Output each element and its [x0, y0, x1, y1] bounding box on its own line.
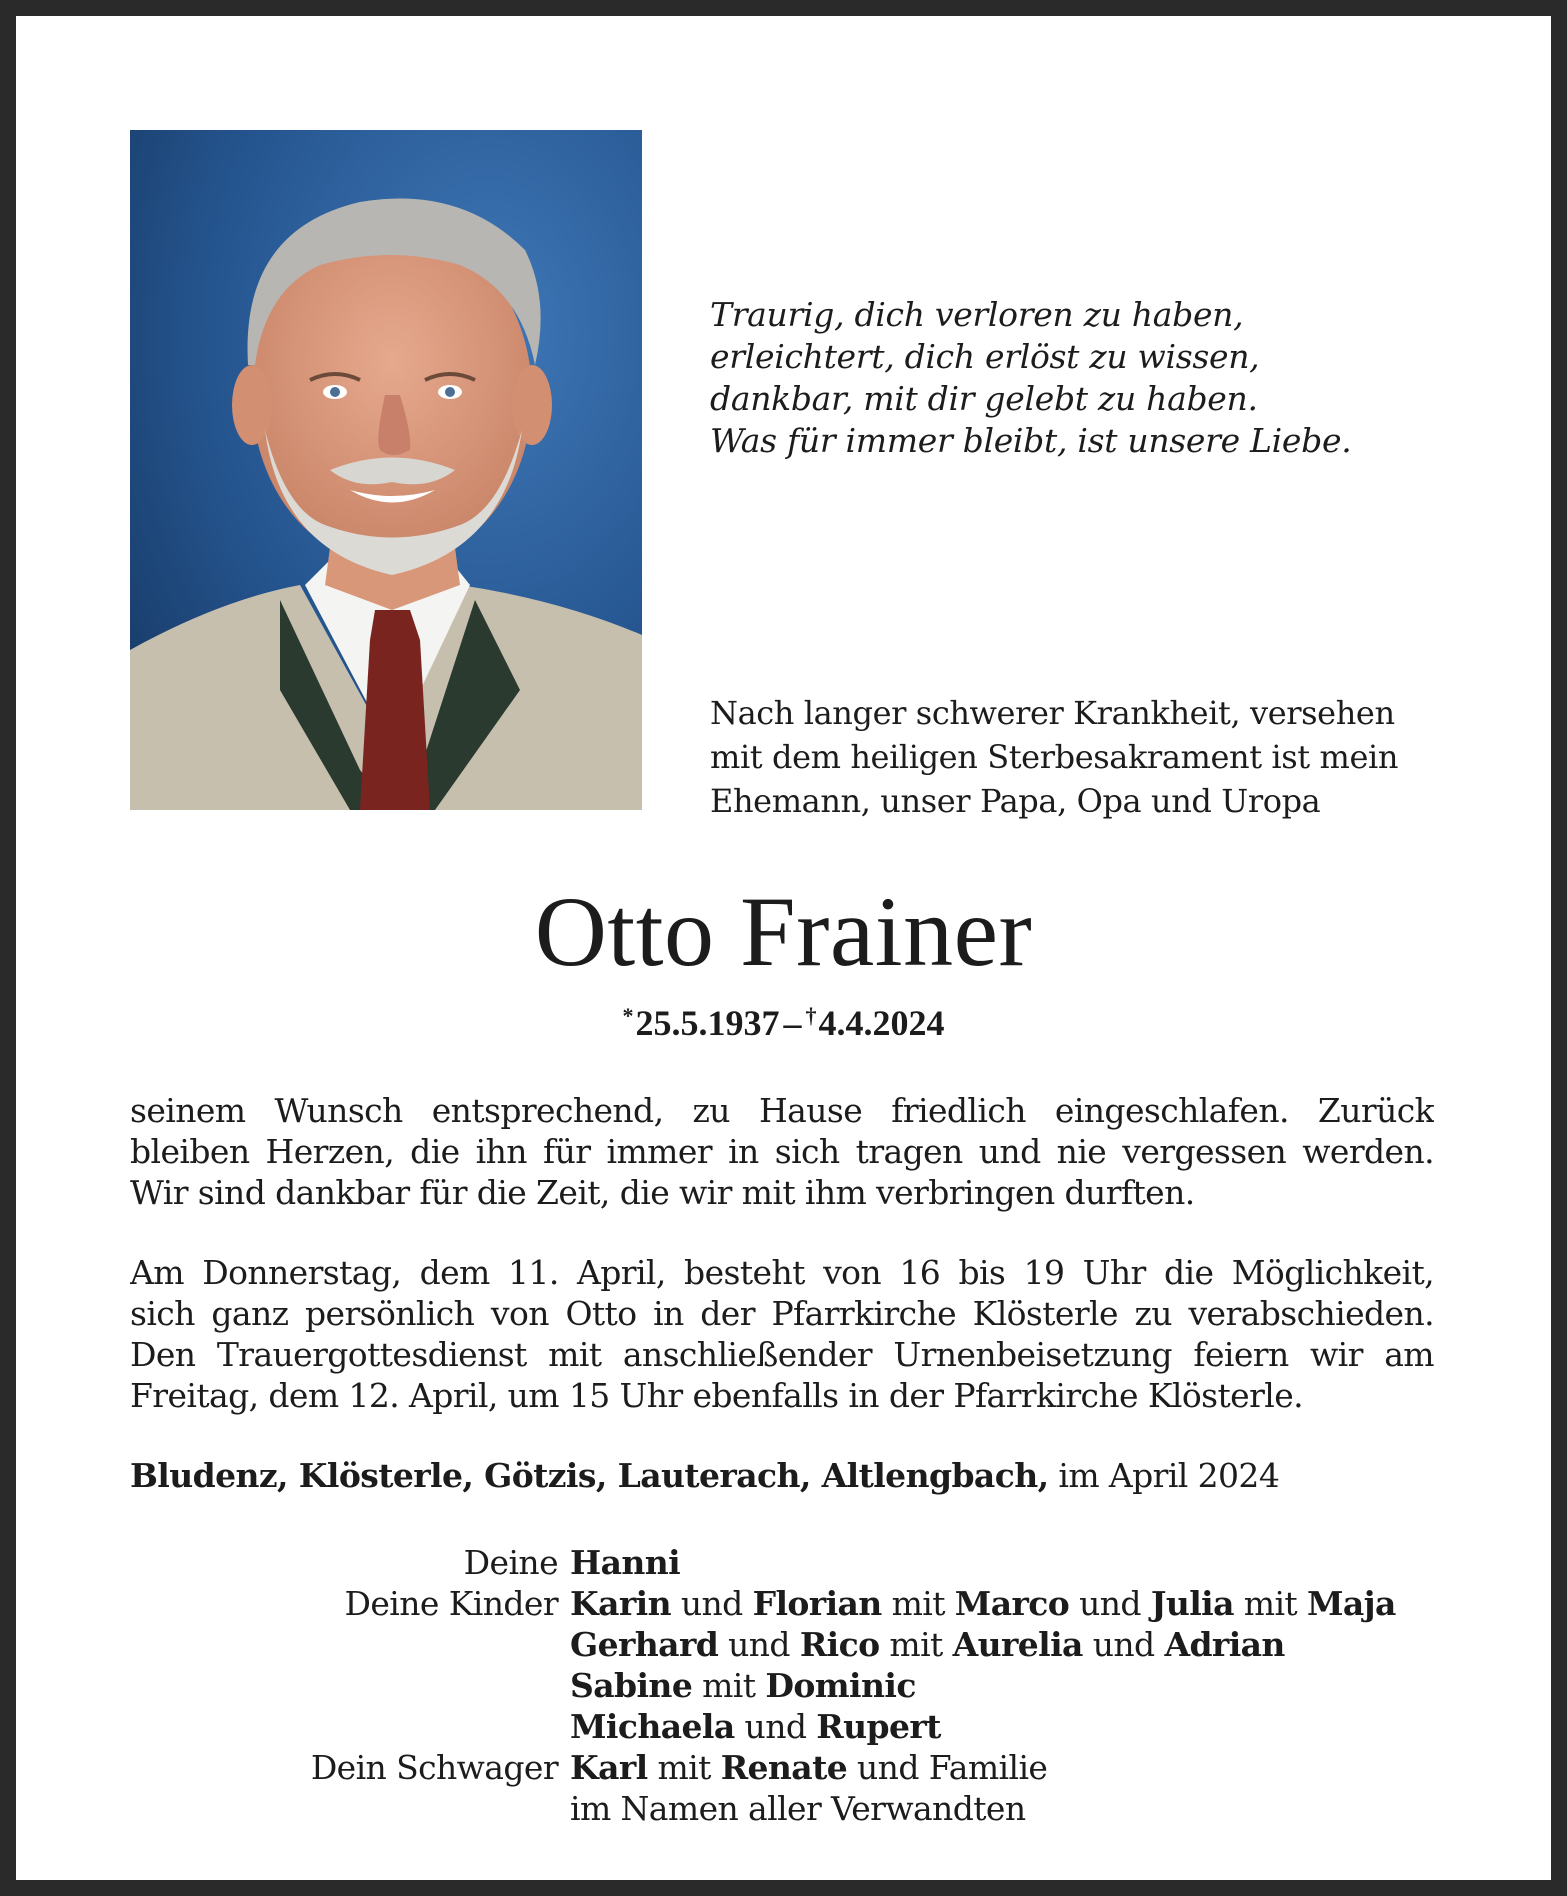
paragraph-line: sich ganz persönlich von Otto in der Pfarrkirche Klösterle zu verabschieden.	[130, 1294, 1434, 1333]
paragraph-line: Freitag, dem 12. April, um 15 Uhr ebenfalls in der Pfarrkirche Klösterle.	[130, 1376, 1304, 1415]
place-date: im April 2024	[1048, 1456, 1280, 1495]
mourner-label	[130, 1624, 570, 1665]
paragraph-line: Wir sind dankbar für die Zeit, die wir mit ihm verbringen durften.	[130, 1173, 1195, 1212]
mourner-row	[130, 1706, 1470, 1747]
connector: mit	[1233, 1584, 1307, 1623]
connector: und	[1082, 1625, 1165, 1664]
place-and-date	[130, 1454, 1450, 1498]
paragraph-line: Am Donnerstag, dem 11. April, besteht von 16 bis 19 Uhr die Möglichkeit,	[130, 1253, 1434, 1292]
mourner-name: Sabine	[570, 1666, 693, 1705]
mourner-name: Renate	[720, 1748, 848, 1787]
portrait-illustration	[130, 130, 642, 810]
mourner-name: Adrian	[1164, 1625, 1285, 1664]
mourner-row	[130, 1665, 1470, 1706]
connector: mit	[879, 1625, 953, 1664]
poem-line: dankbar, mit dir gelebt zu haben.	[710, 379, 1258, 418]
obituary-page	[16, 16, 1551, 1880]
closing-line: im Namen aller Verwandten	[570, 1789, 1026, 1828]
mourners-list	[130, 1542, 1470, 1829]
intro-line: Nach langer schwerer Krankheit, versehen	[710, 694, 1395, 732]
mourner-name: Julia	[1150, 1584, 1234, 1623]
mourner-row	[130, 1624, 1470, 1665]
service-paragraph	[130, 1252, 1434, 1416]
mourner-name: Karin	[570, 1584, 671, 1623]
mourner-label	[130, 1706, 570, 1747]
mourner-name: Maja	[1306, 1584, 1396, 1623]
mourner-label	[130, 1665, 570, 1706]
poem	[710, 294, 1430, 462]
announcement-paragraph	[130, 1090, 1434, 1213]
mourner-name: Florian	[752, 1584, 882, 1623]
date-separator: –	[783, 1003, 802, 1043]
mourner-name: Dominic	[765, 1666, 916, 1705]
mourner-label: Deine	[463, 1543, 558, 1582]
place-towns: Bludenz, Klösterle, Götzis, Lauterach, Altlengbach,	[130, 1456, 1049, 1495]
mourner-name: Rupert	[816, 1707, 941, 1746]
poem-line: Traurig, dich verloren zu haben,	[710, 295, 1244, 334]
deceased-name: Otto Frainer	[534, 876, 1033, 987]
birth-symbol: *	[622, 1003, 634, 1028]
life-dates	[16, 994, 1551, 1045]
mourner-label	[130, 1788, 570, 1829]
intro-line: Ehemann, unser Papa, Opa und Uropa	[710, 782, 1321, 820]
mourner-label: Dein Schwager	[310, 1748, 558, 1787]
paragraph-line: Den Trauergottesdienst mit anschließender Urnenbeisetzung feiern wir am	[130, 1335, 1434, 1374]
connector: mit	[881, 1584, 955, 1623]
poem-line: Was für immer bleibt, ist unsere Liebe.	[710, 421, 1352, 460]
mourner-row	[130, 1583, 1470, 1624]
mourner-name: Karl	[570, 1748, 648, 1787]
connector: und	[1069, 1584, 1151, 1623]
mourner-label: Deine Kinder	[344, 1584, 558, 1623]
mourner-name: Aurelia	[952, 1625, 1083, 1664]
connector: und	[670, 1584, 753, 1623]
connector: mit	[647, 1748, 721, 1787]
intro-line: mit dem heiligen Sterbesakrament ist mein	[710, 738, 1399, 776]
mourner-name: Rico	[799, 1625, 880, 1664]
mourner-name: Michaela	[570, 1707, 735, 1746]
mourner-row	[130, 1542, 1470, 1583]
connector: und	[718, 1625, 800, 1664]
intro-text	[710, 691, 1470, 823]
mourner-name: Marco	[954, 1584, 1070, 1623]
connector: und Familie	[847, 1748, 1048, 1787]
mourner-row	[130, 1747, 1470, 1788]
portrait-photo	[130, 130, 642, 810]
death-date: 4.4.2024	[818, 1003, 945, 1043]
connector: mit	[692, 1666, 766, 1705]
connector: und	[734, 1707, 817, 1746]
death-symbol: †	[805, 1003, 817, 1028]
mourner-name: Hanni	[570, 1543, 681, 1582]
poem-line: erleichtert, dich erlöst zu wissen,	[710, 337, 1260, 376]
mourner-row	[130, 1788, 1470, 1829]
mourner-name: Gerhard	[570, 1625, 719, 1664]
birth-date: 25.5.1937	[635, 1003, 780, 1043]
paragraph-line: bleiben Herzen, die ihn für immer in sich tragen und nie vergessen werden.	[130, 1132, 1434, 1171]
paragraph-line: seinem Wunsch entsprechend, zu Hause friedlich eingeschlafen. Zurück	[130, 1091, 1434, 1130]
